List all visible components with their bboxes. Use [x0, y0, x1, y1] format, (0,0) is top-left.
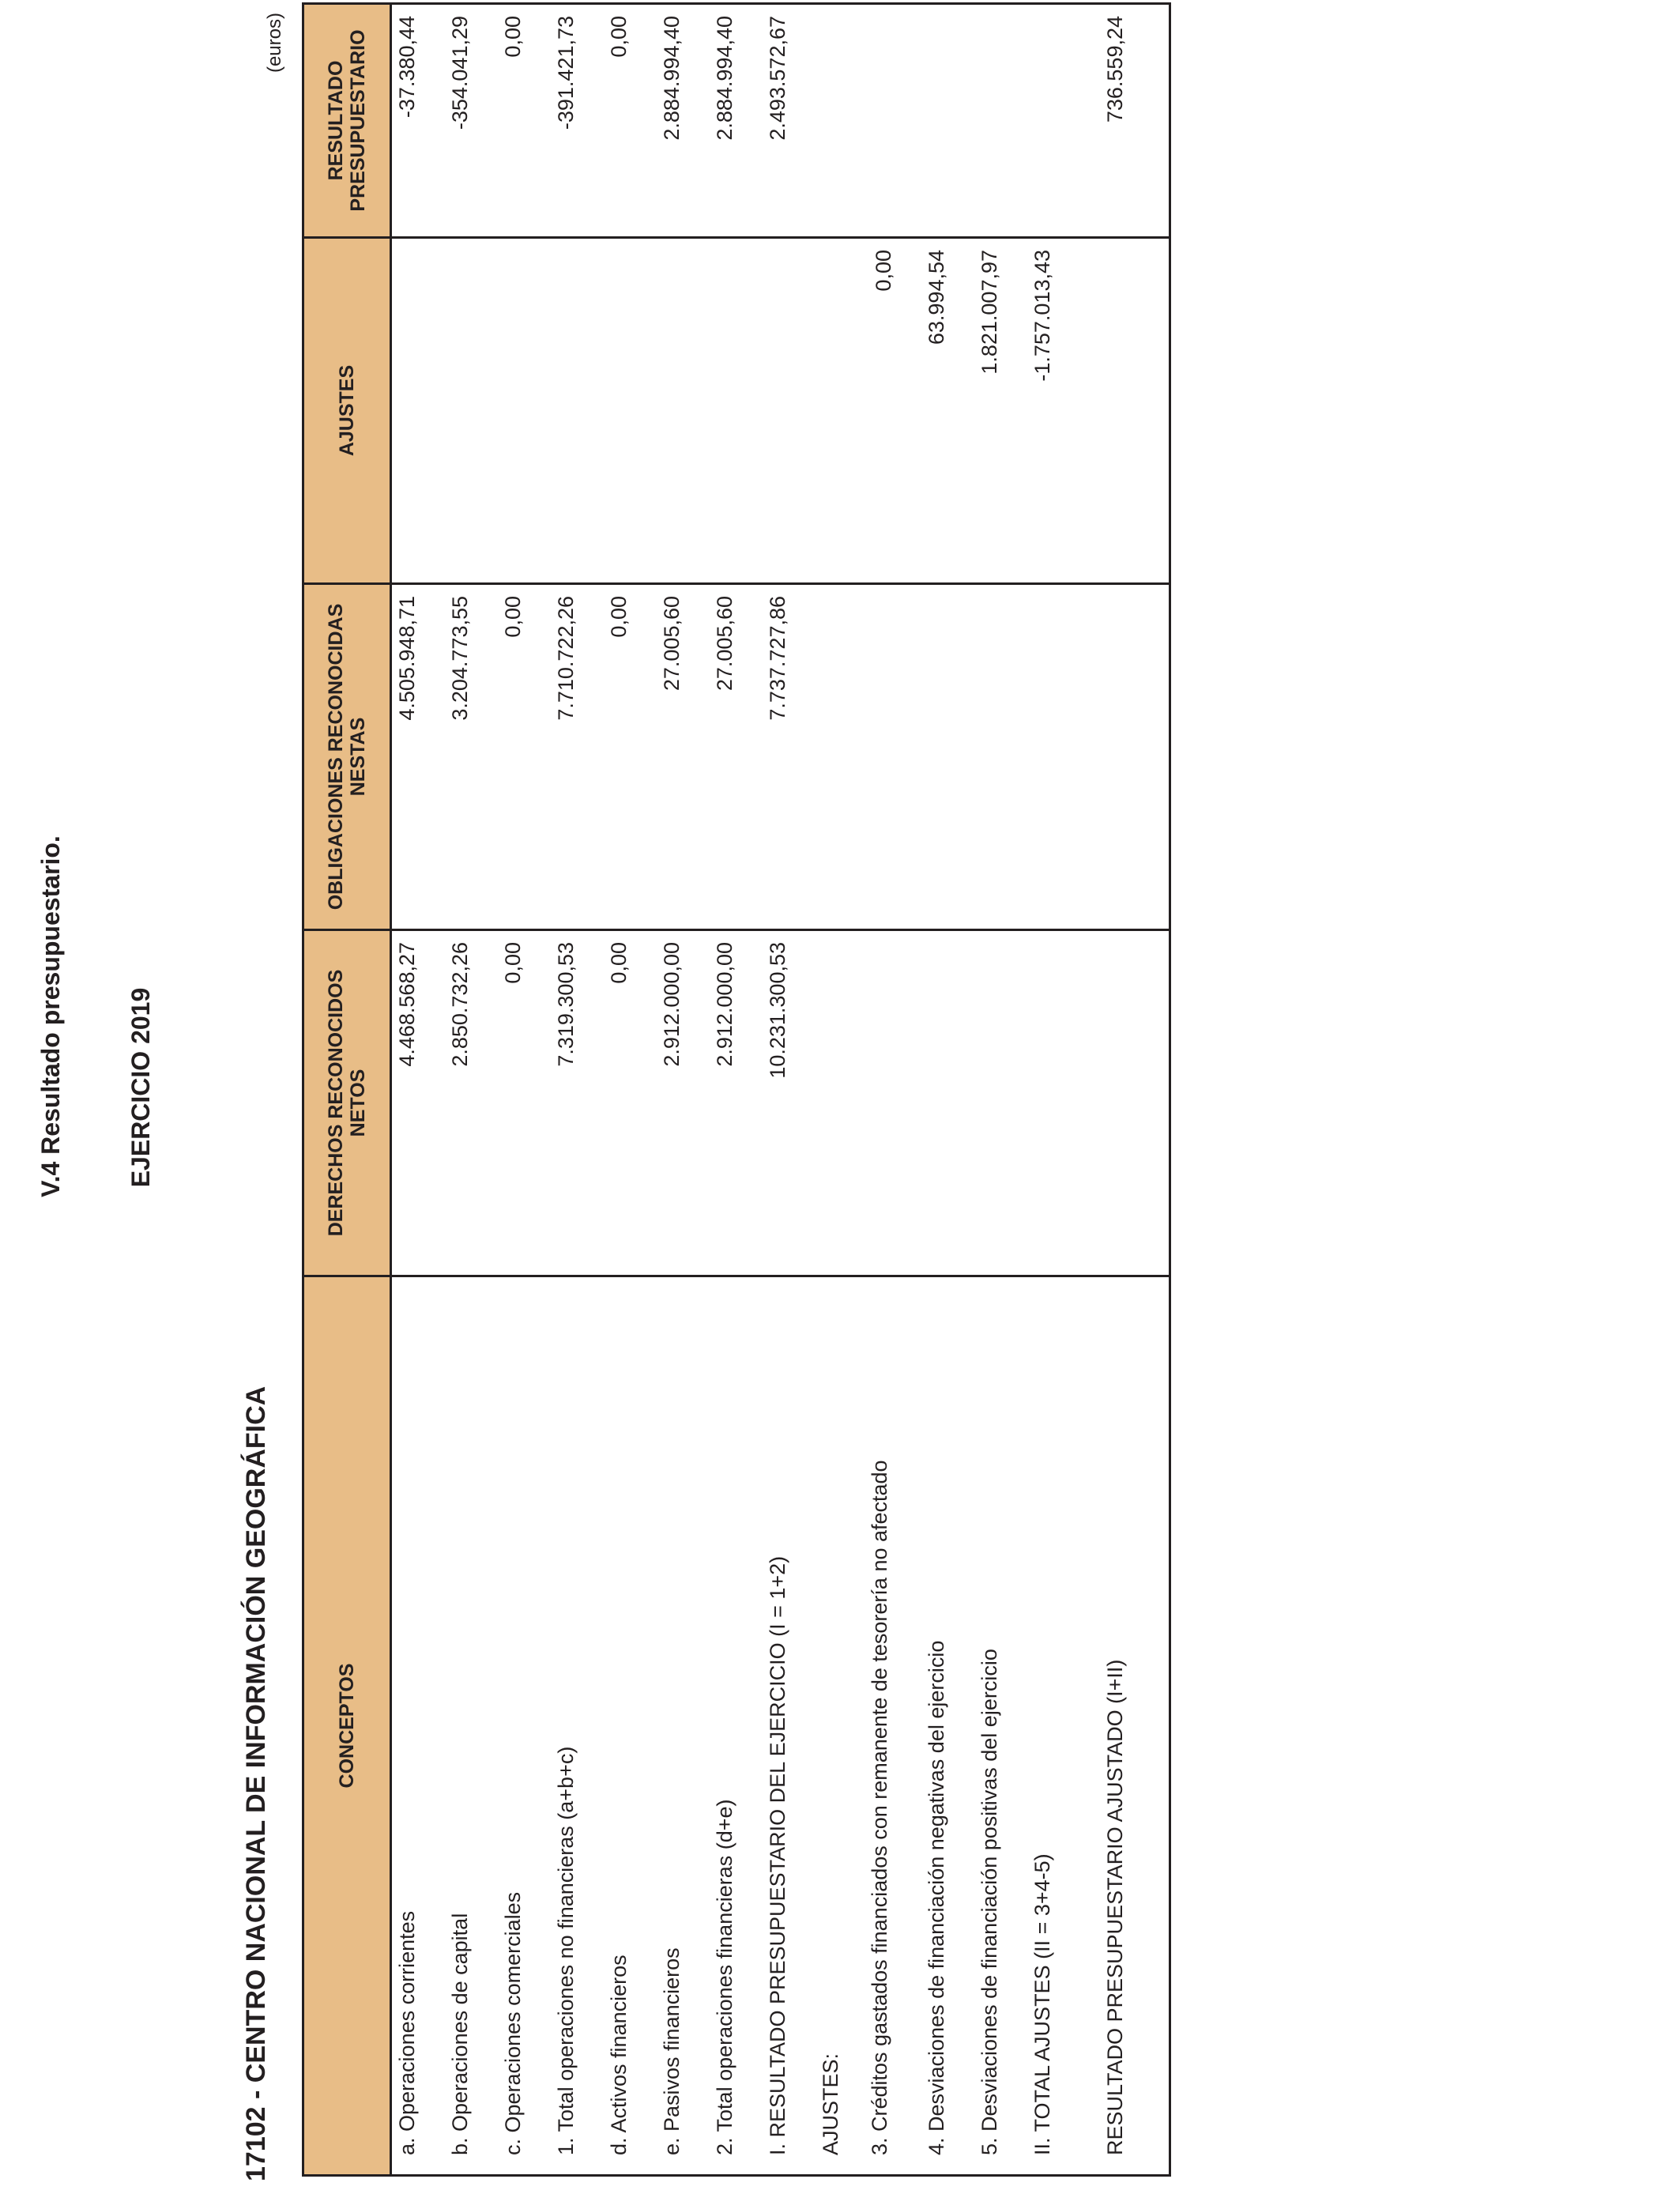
table-row-4-obligaciones: 0,00	[607, 596, 631, 638]
document-title: V.4 Resultado presupuestario.	[36, 835, 65, 1197]
final-row-concept: RESULTADO PRESUPUESTARIO AJUSTADO (I+II)	[1103, 1659, 1127, 2155]
table-row-11-derechos	[974, 931, 1027, 1275]
table-row-4-derechos: 0,00	[607, 942, 631, 984]
table-row-1-resultado: -354.041,29	[448, 16, 472, 130]
table-row-3-resultado: -391.421,73	[554, 16, 578, 130]
table-row-9-concept: 3. Créditos gastados financiados con remanente de tesorería no afectado	[868, 1460, 891, 2155]
table-row-11-obligaciones	[974, 585, 1027, 929]
column-header-resultado: RESULTADO PRESUPUESTARIO	[303, 4, 391, 238]
column-header-ajustes: AJUSTES	[303, 238, 391, 584]
table-row-3-derechos: 7.319.300,53	[554, 942, 578, 1067]
table-header-row	[303, 4, 391, 2176]
table-row-8-ajustes	[816, 239, 868, 582]
table-row-12-ajustes: -1.757.013,43	[1030, 250, 1054, 382]
table-row-7-derechos: 10.231.300,53	[766, 942, 789, 1079]
final-result-row	[1080, 4, 1170, 2176]
table-row-6-concept: 2. Total operaciones financieras (d+e)	[713, 1799, 736, 2155]
budget-result-table	[302, 2, 1171, 2177]
table-row-9-derechos	[868, 931, 921, 1275]
obligaciones-column	[391, 584, 1081, 930]
column-header-conceptos: CONCEPTOS	[303, 1276, 391, 2176]
table-row-1-ajustes	[445, 239, 498, 582]
final-row-resultado: 736.559,24	[1103, 16, 1127, 123]
table-body	[391, 4, 1081, 2176]
table-row-1-derechos: 2.850.732,26	[448, 942, 472, 1067]
table-row-10-derechos	[921, 931, 974, 1275]
table-row-2-derechos: 0,00	[501, 942, 525, 984]
table-row-10-obligaciones	[921, 585, 974, 929]
table-row-10-concept: 4. Desviaciones de financiación negativas del ejercicio	[925, 1640, 948, 2155]
table-row-7-resultado: 2.493.572,67	[766, 16, 789, 141]
table-row-1-concept: b. Operaciones de capital	[448, 1913, 472, 2155]
table-row-7-ajustes	[763, 239, 816, 582]
column-header-derechos: DERECHOS RECONOCIDOS NETOS	[303, 930, 391, 1276]
table-row-12-resultado	[1027, 5, 1080, 236]
table-row-11-ajustes: 1.821.007,97	[977, 250, 1001, 375]
table-row-3-ajustes	[551, 239, 604, 582]
table-row-7-concept: I. RESULTADO PRESUPUESTARIO DEL EJERCICIO (I = 1+2)	[766, 1555, 789, 2155]
concepts-column	[391, 1276, 1081, 2176]
table-row-5-concept: e. Pasivos financieros	[660, 1947, 684, 2155]
table-row-12-concept: II. TOTAL AJUSTES (II = 3+4-5)	[1030, 1853, 1054, 2155]
table-row-12-obligaciones	[1027, 585, 1080, 929]
table-row-9-resultado	[868, 5, 921, 236]
table-row-4-concept: d. Activos financieros	[607, 1955, 631, 2155]
table-row-4-resultado: 0,00	[607, 16, 631, 58]
table-row-8-concept: AJUSTES:	[819, 2053, 842, 2155]
table-row-2-obligaciones: 0,00	[501, 596, 525, 638]
table-row-4-ajustes	[604, 239, 657, 582]
table-row-1-obligaciones: 3.204.773,55	[448, 596, 472, 721]
table-row-0-ajustes	[392, 239, 445, 582]
resultado-column	[391, 4, 1081, 238]
table-row-12-derechos	[1027, 931, 1080, 1275]
table-row-5-ajustes	[657, 239, 710, 582]
table-row-6-resultado: 2.884.994,40	[713, 16, 736, 141]
table-row-9-obligaciones	[868, 585, 921, 929]
ajustes-column	[391, 238, 1081, 584]
units-label: (euros)	[264, 13, 285, 74]
table-row-0-concept: a. Operaciones corrientes	[395, 1910, 419, 2155]
table-row-0-derechos: 4.468.568,27	[395, 942, 419, 1067]
column-header-obligaciones: OBLIGACIONES RECONOCIDAS NESTAS	[303, 584, 391, 930]
entity-heading: 17102 - CENTRO NACIONAL DE INFORMACIÓN GEOGRÁFICA	[241, 1385, 271, 2181]
table-row-6-ajustes	[710, 239, 763, 582]
table-row-3-obligaciones: 7.710.722,26	[554, 596, 578, 721]
table-row-5-derechos: 2.912.000,00	[660, 942, 684, 1067]
table-row-0-obligaciones: 4.505.948,71	[395, 596, 419, 721]
table-row-8-derechos	[816, 931, 868, 1275]
table-row-2-resultado: 0,00	[501, 16, 525, 58]
table-row-10-resultado	[921, 5, 974, 236]
table-row-11-resultado	[974, 5, 1027, 236]
table-row-2-ajustes	[498, 239, 551, 582]
derechos-column	[391, 930, 1081, 1276]
table-row-6-derechos: 2.912.000,00	[713, 942, 736, 1067]
table-row-6-obligaciones: 27.005,60	[713, 596, 736, 692]
table-row-5-obligaciones: 27.005,60	[660, 596, 684, 692]
table-row-0-resultado: -37.380,44	[395, 16, 419, 119]
table-row-7-obligaciones: 7.737.727,86	[766, 596, 789, 721]
table-row-8-obligaciones	[816, 585, 868, 929]
table-row-8-resultado	[816, 5, 868, 236]
fiscal-year-heading: EJERCICIO 2019	[126, 987, 155, 1188]
table-row-10-ajustes: 63.994,54	[925, 250, 948, 345]
final-row-ajustes	[1100, 239, 1153, 582]
table-row-5-resultado: 2.884.994,40	[660, 16, 684, 141]
table-row-9-ajustes: 0,00	[872, 250, 895, 292]
table-row-3-concept: 1. Total operaciones no financieras (a+b+c)	[554, 1746, 578, 2155]
table-row-11-concept: 5. Desviaciones de financiación positivas del ejercicio	[977, 1649, 1001, 2155]
table-row-2-concept: c. Operaciones comerciales	[501, 1891, 525, 2155]
final-row-obligaciones	[1100, 585, 1153, 929]
final-row-derechos	[1100, 931, 1153, 1275]
